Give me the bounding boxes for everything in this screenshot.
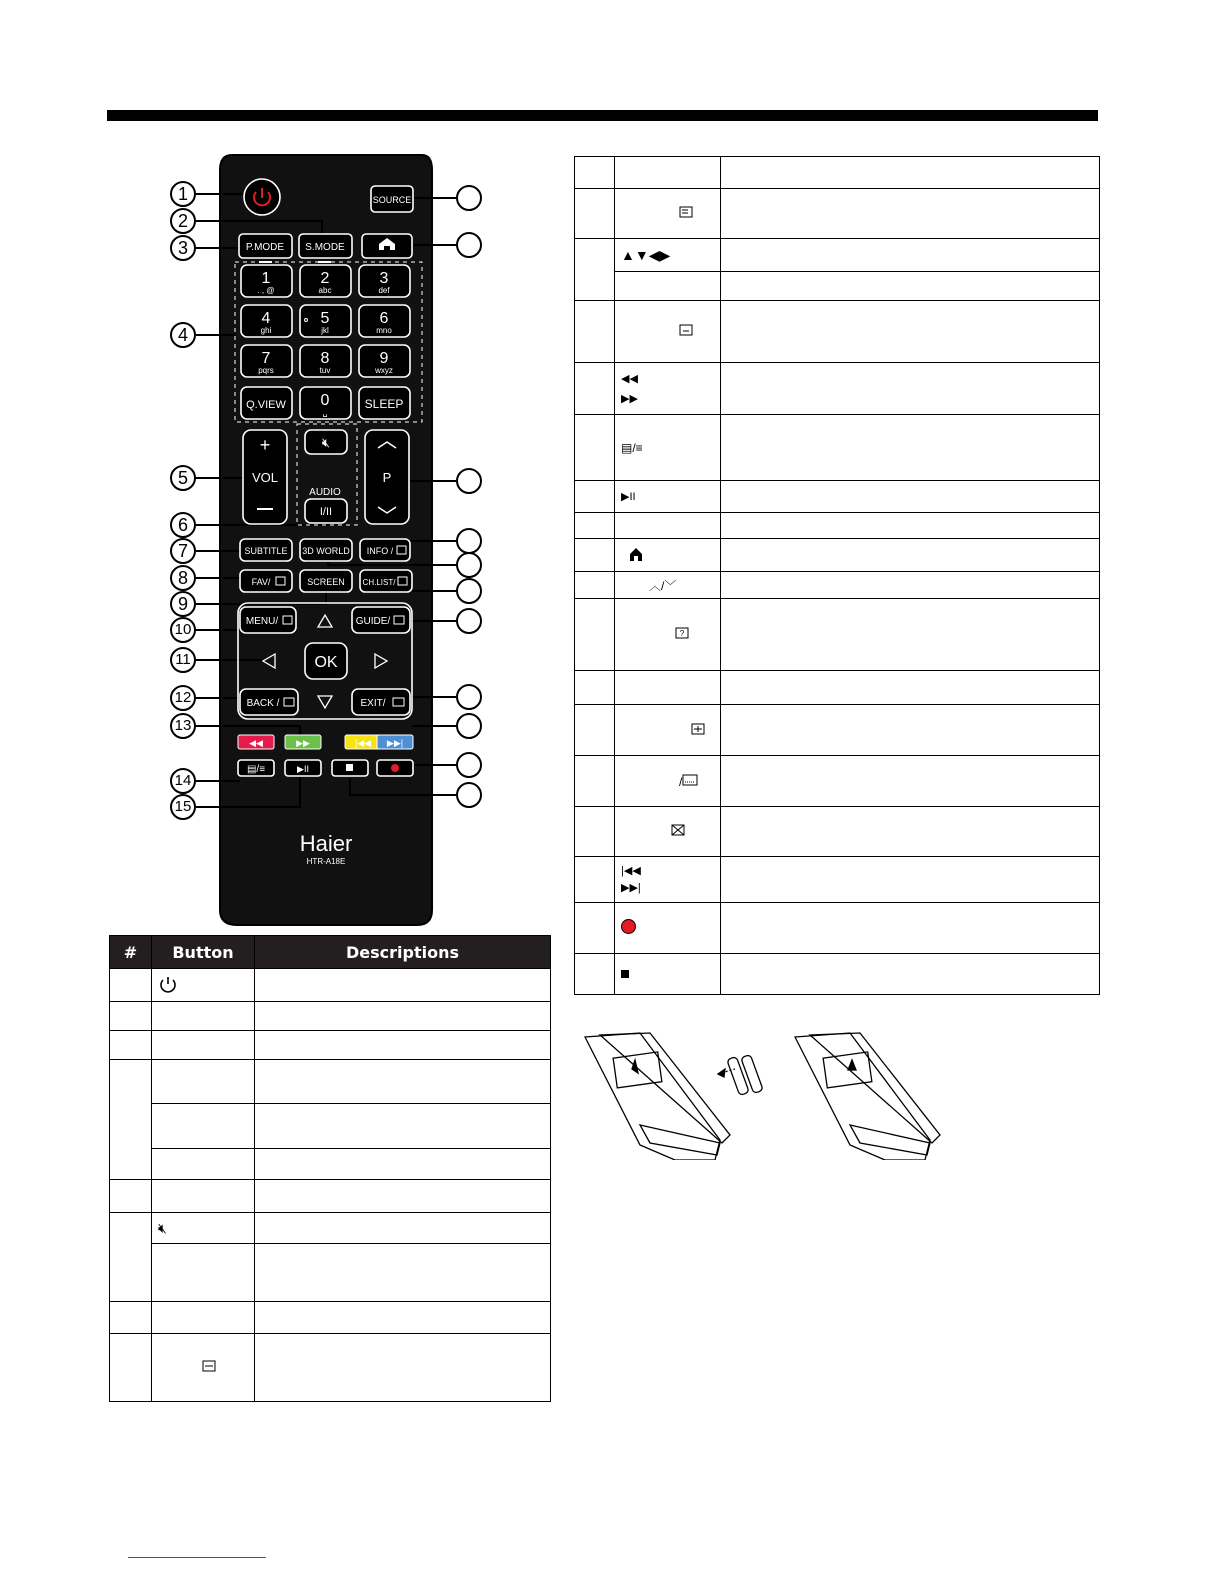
svg-text:SCREEN: SCREEN bbox=[307, 577, 345, 587]
source-label: SOURCE bbox=[372, 195, 412, 205]
stop-icon bbox=[621, 970, 629, 978]
svg-text:▶II: ▶II bbox=[297, 764, 309, 774]
svg-text:SLEEP: SLEEP bbox=[364, 397, 404, 411]
svg-text:. , @: . , @ bbox=[257, 286, 275, 295]
callout-3: 3 bbox=[170, 235, 196, 261]
callout-right bbox=[456, 713, 482, 739]
callout-11: 11 bbox=[170, 647, 196, 673]
rewind-ff-icons: ◀◀ ▶▶ bbox=[615, 363, 721, 415]
callout-1: 1 bbox=[170, 181, 196, 207]
svg-text:3: 3 bbox=[379, 270, 389, 287]
arrow-keys-icon: ▲▼◀▶ bbox=[615, 239, 721, 272]
svg-text:▶▶|: ▶▶| bbox=[386, 738, 404, 748]
svg-text:ghi: ghi bbox=[260, 326, 272, 335]
svg-text:1: 1 bbox=[261, 270, 271, 287]
svg-text:6: 6 bbox=[379, 310, 389, 327]
callout-right bbox=[456, 578, 482, 604]
svg-text:EXIT/: EXIT/ bbox=[360, 698, 386, 709]
info-icon bbox=[675, 627, 689, 639]
callout-5: 5 bbox=[170, 465, 196, 491]
svg-text:▶▶: ▶▶ bbox=[296, 738, 310, 748]
battery-install-illustration bbox=[580, 1025, 980, 1160]
svg-text:◀◀: ◀◀ bbox=[249, 738, 263, 748]
svg-text:␣: ␣ bbox=[322, 408, 328, 417]
menu-icon bbox=[679, 206, 693, 218]
svg-text:🔇︎: 🔇︎ bbox=[321, 435, 331, 450]
teletext-icon: ▤/≡ bbox=[615, 415, 721, 481]
callout-7: 7 bbox=[170, 538, 196, 564]
callout-right bbox=[456, 782, 482, 808]
callout-right bbox=[456, 468, 482, 494]
svg-text:MENU/: MENU/ bbox=[245, 616, 279, 627]
callout-right bbox=[456, 752, 482, 778]
callout-10: 10 bbox=[170, 617, 196, 643]
mute-icon: 🔇︎ bbox=[152, 1213, 255, 1244]
svg-text:|◀◀: |◀◀ bbox=[354, 738, 372, 748]
svg-text:OK: OK bbox=[314, 654, 338, 671]
back-icon bbox=[679, 324, 693, 336]
svg-text:wxyz: wxyz bbox=[375, 366, 393, 375]
channel-up-down-icon: ︿/﹀ bbox=[615, 572, 721, 599]
callout-15: 15 bbox=[170, 794, 196, 820]
svg-text:P: P bbox=[382, 470, 392, 485]
callout-right bbox=[456, 608, 482, 634]
svg-text:CH.LIST/: CH.LIST/ bbox=[362, 578, 396, 587]
callout-right bbox=[456, 684, 482, 710]
home-icon bbox=[627, 546, 645, 562]
model-label: HTR-A18E bbox=[306, 857, 346, 866]
svg-text:VOL: VOL bbox=[251, 470, 279, 485]
callout-8: 8 bbox=[170, 565, 196, 591]
callout-14: 14 bbox=[170, 768, 196, 794]
power-icon bbox=[158, 974, 178, 994]
svg-text:mno: mno bbox=[376, 326, 392, 335]
svg-text:jkl: jkl bbox=[321, 326, 329, 335]
callout-12: 12 bbox=[170, 685, 196, 711]
svg-text:I/II: I/II bbox=[319, 506, 333, 518]
callout-right bbox=[456, 552, 482, 578]
svg-text:def: def bbox=[378, 286, 390, 295]
svg-text:0: 0 bbox=[320, 392, 330, 409]
brand-logo: Haier bbox=[299, 831, 353, 856]
record-icon bbox=[621, 919, 636, 934]
svg-text:FAV/: FAV/ bbox=[251, 577, 271, 587]
svg-text:7: 7 bbox=[261, 350, 271, 367]
svg-text:4: 4 bbox=[261, 310, 271, 327]
svg-text:pqrs: pqrs bbox=[258, 366, 274, 375]
svg-text:2: 2 bbox=[320, 270, 330, 287]
svg-text:abc: abc bbox=[318, 286, 332, 295]
svg-text:Q.VIEW: Q.VIEW bbox=[246, 399, 286, 411]
col-header-button: Button bbox=[152, 936, 255, 969]
footer-link-underline bbox=[128, 1557, 266, 1558]
svg-text:5: 5 bbox=[320, 310, 330, 327]
svg-text:8: 8 bbox=[320, 350, 330, 367]
svg-text:GUIDE/: GUIDE/ bbox=[355, 616, 391, 627]
col-header-number: # bbox=[110, 936, 152, 969]
svg-text:S.MODE: S.MODE bbox=[305, 242, 345, 253]
svg-text:tuv: tuv bbox=[319, 366, 331, 375]
svg-text:AUDIO: AUDIO bbox=[309, 487, 341, 498]
col-header-descriptions: Descriptions bbox=[255, 936, 551, 969]
callout-4: 4 bbox=[170, 322, 196, 348]
svg-text:3D WORLD: 3D WORLD bbox=[302, 546, 350, 556]
callout-right bbox=[456, 232, 482, 258]
prev-next-icons: |◀◀ ▶▶| bbox=[615, 857, 721, 903]
callout-2: 2 bbox=[170, 208, 196, 234]
play-pause-icon: ▶II bbox=[615, 481, 721, 513]
svg-text:▤/≡: ▤/≡ bbox=[246, 764, 266, 775]
button-table-left bbox=[109, 935, 551, 1402]
callout-9: 9 bbox=[170, 591, 196, 617]
svg-text:P.MODE: P.MODE bbox=[245, 242, 285, 253]
callout-right bbox=[456, 185, 482, 211]
screen-icon bbox=[202, 1360, 216, 1372]
guide-icon: / bbox=[615, 756, 721, 807]
ch-list-icon bbox=[691, 723, 705, 735]
callout-13: 13 bbox=[170, 713, 196, 739]
svg-text:9: 9 bbox=[379, 350, 389, 367]
callout-6: 6 bbox=[170, 512, 196, 538]
button-table-right bbox=[574, 156, 1100, 995]
svg-text:BACK /: BACK / bbox=[246, 698, 280, 709]
callout-right bbox=[456, 528, 482, 554]
svg-text:SUBTITLE: SUBTITLE bbox=[244, 546, 288, 556]
svg-text:INFO /: INFO / bbox=[366, 546, 394, 556]
exit-icon bbox=[671, 824, 685, 836]
svg-text:?: ? bbox=[679, 629, 685, 638]
svg-text:+: + bbox=[259, 435, 271, 455]
